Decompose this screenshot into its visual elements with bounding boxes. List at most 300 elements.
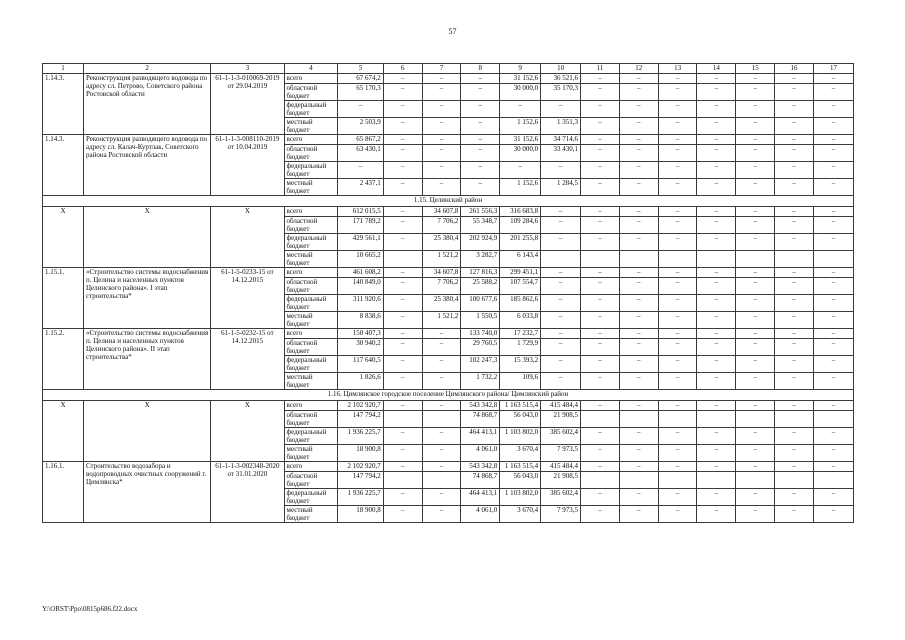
- amount-cell: –: [736, 118, 775, 135]
- object-name: Строительство водозабора и водопроводных очистных сооружений г. Цимлянска*: [83, 462, 210, 523]
- amount-cell: 56 043,0: [500, 472, 541, 489]
- amount-cell: 3 670,4: [500, 506, 541, 523]
- amount-cell: 185 862,6: [500, 295, 541, 312]
- column-number: 7: [422, 64, 461, 74]
- amount-cell: –: [581, 295, 620, 312]
- amount-cell: –: [697, 329, 736, 339]
- funding-source: всего: [284, 329, 338, 339]
- amount-cell: –: [697, 506, 736, 523]
- amount-cell: [775, 411, 814, 428]
- amount-cell: 31 152,6: [500, 135, 541, 145]
- amount-cell: –: [581, 162, 620, 179]
- amount-cell: –: [697, 162, 736, 179]
- table-row: [43, 135, 854, 145]
- column-number: 10: [541, 64, 581, 74]
- amount-cell: –: [658, 428, 697, 445]
- amount-cell: 10 665,2: [338, 251, 383, 268]
- amount-cell: 127 816,3: [461, 268, 500, 278]
- amount-cell: 63 430,1: [338, 145, 383, 162]
- amount-cell: –: [658, 207, 697, 217]
- amount-cell: –: [813, 506, 853, 523]
- amount-cell: –: [775, 312, 814, 329]
- amount-cell: 1 163 515,4: [500, 401, 541, 411]
- amount-cell: –: [813, 312, 853, 329]
- amount-cell: –: [736, 74, 775, 84]
- amount-cell: [658, 472, 697, 489]
- funding-source: местный бюджет: [284, 251, 338, 268]
- funding-source: всего: [284, 135, 338, 145]
- amount-cell: 464 413,1: [461, 489, 500, 506]
- amount-cell: 415 484,4: [541, 462, 581, 472]
- amount-cell: –: [775, 217, 814, 234]
- amount-cell: –: [775, 145, 814, 162]
- funding-table: [42, 63, 854, 523]
- amount-cell: 147 794,2: [338, 472, 383, 489]
- amount-cell: –: [461, 74, 500, 84]
- amount-cell: –: [581, 462, 620, 472]
- amount-cell: –: [541, 339, 581, 356]
- amount-cell: –: [619, 428, 658, 445]
- amount-cell: –: [422, 356, 461, 373]
- amount-cell: 461 608,2: [338, 268, 383, 278]
- amount-cell: [581, 472, 620, 489]
- section-title: 1.16. Цимлянское городское поселение Цимлянского района/ Цимлянский район: [43, 390, 854, 401]
- funding-source: местный бюджет: [284, 506, 338, 523]
- amount-cell: –: [658, 462, 697, 472]
- amount-cell: –: [697, 489, 736, 506]
- amount-cell: –: [813, 74, 853, 84]
- amount-cell: –: [813, 101, 853, 118]
- amount-cell: –: [581, 339, 620, 356]
- amount-cell: [736, 411, 775, 428]
- amount-cell: 102 247,3: [461, 356, 500, 373]
- funding-source: местный бюджет: [284, 312, 338, 329]
- amount-cell: –: [658, 234, 697, 251]
- funding-source: местный бюджет: [284, 118, 338, 135]
- amount-cell: 8 838,6: [338, 312, 383, 329]
- expertise-document: 61-1-5-0232-15 от 14.12.2015: [211, 329, 284, 390]
- amount-cell: –: [697, 373, 736, 390]
- funding-source: местный бюджет: [284, 373, 338, 390]
- amount-cell: –: [658, 217, 697, 234]
- amount-cell: –: [422, 489, 461, 506]
- amount-cell: –: [619, 101, 658, 118]
- amount-cell: –: [736, 162, 775, 179]
- amount-cell: –: [697, 217, 736, 234]
- expertise-document: 61-1-1-3-010069-2019 от 29.04.2019: [211, 74, 284, 135]
- amount-cell: [422, 472, 461, 489]
- amount-cell: –: [581, 329, 620, 339]
- amount-cell: –: [422, 179, 461, 196]
- funding-source: федеральный бюджет: [284, 162, 338, 179]
- amount-cell: –: [541, 162, 581, 179]
- amount-cell: –: [422, 329, 461, 339]
- amount-cell: –: [736, 329, 775, 339]
- amount-cell: 74 868,7: [461, 472, 500, 489]
- amount-cell: [619, 411, 658, 428]
- amount-cell: –: [619, 373, 658, 390]
- column-number: 15: [736, 64, 775, 74]
- page-number: 57: [448, 27, 457, 36]
- object-name: «Строительство системы водоснабжения п. Целина и населенных пунктов Целинского района». II этап строительства*: [83, 329, 210, 390]
- amount-cell: 65 867,2: [338, 135, 383, 145]
- amount-cell: 36 521,6: [541, 74, 581, 84]
- amount-cell: –: [541, 356, 581, 373]
- amount-cell: 385 602,4: [541, 428, 581, 445]
- amount-cell: [541, 251, 581, 268]
- amount-cell: –: [736, 135, 775, 145]
- amount-cell: –: [581, 179, 620, 196]
- amount-cell: –: [697, 101, 736, 118]
- amount-cell: 543 342,8: [461, 462, 500, 472]
- amount-cell: –: [813, 118, 853, 135]
- amount-cell: –: [775, 135, 814, 145]
- amount-cell: 34 607,8: [422, 207, 461, 217]
- amount-cell: –: [619, 489, 658, 506]
- amount-cell: 2 102 920,7: [338, 462, 383, 472]
- amount-cell: 6 143,4: [500, 251, 541, 268]
- amount-cell: –: [581, 84, 620, 101]
- amount-cell: 261 556,3: [461, 207, 500, 217]
- amount-cell: –: [422, 135, 461, 145]
- amount-cell: –: [581, 489, 620, 506]
- amount-cell: 299 451,1: [500, 268, 541, 278]
- amount-cell: 67 674,2: [338, 74, 383, 84]
- amount-cell: –: [658, 118, 697, 135]
- amount-cell: –: [541, 373, 581, 390]
- amount-cell: –: [736, 312, 775, 329]
- amount-cell: 3 282,7: [461, 251, 500, 268]
- amount-cell: –: [581, 428, 620, 445]
- amount-cell: [658, 411, 697, 428]
- amount-cell: –: [383, 339, 422, 356]
- amount-cell: –: [697, 179, 736, 196]
- amount-cell: –: [813, 234, 853, 251]
- amount-cell: 1 152,6: [500, 118, 541, 135]
- amount-cell: –: [775, 295, 814, 312]
- amount-cell: –: [736, 179, 775, 196]
- amount-cell: –: [581, 74, 620, 84]
- amount-cell: –: [658, 162, 697, 179]
- amount-cell: –: [581, 278, 620, 295]
- object-number: 1.14.3.: [43, 74, 84, 135]
- amount-cell: –: [775, 339, 814, 356]
- amount-cell: 117 640,5: [338, 356, 383, 373]
- amount-cell: –: [813, 145, 853, 162]
- amount-cell: –: [736, 101, 775, 118]
- amount-cell: –: [658, 74, 697, 84]
- amount-cell: –: [775, 162, 814, 179]
- amount-cell: –: [658, 295, 697, 312]
- amount-cell: 7 973,5: [541, 506, 581, 523]
- amount-cell: –: [697, 312, 736, 329]
- amount-cell: –: [619, 462, 658, 472]
- amount-cell: 34 607,8: [422, 268, 461, 278]
- amount-cell: 109,6: [500, 373, 541, 390]
- amount-cell: –: [658, 135, 697, 145]
- object-number: 1.15.1.: [43, 268, 84, 329]
- amount-cell: [422, 411, 461, 428]
- amount-cell: 7 973,5: [541, 445, 581, 462]
- amount-cell: –: [619, 74, 658, 84]
- amount-cell: –: [619, 135, 658, 145]
- amount-cell: –: [619, 145, 658, 162]
- amount-cell: –: [581, 135, 620, 145]
- amount-cell: 1 521,2: [422, 312, 461, 329]
- funding-source: областной бюджет: [284, 217, 338, 234]
- amount-cell: [813, 411, 853, 428]
- amount-cell: –: [775, 278, 814, 295]
- object-number: 1.14.3.: [43, 135, 84, 196]
- funding-source: всего: [284, 74, 338, 84]
- amount-cell: –: [658, 84, 697, 101]
- amount-cell: –: [736, 234, 775, 251]
- amount-cell: [813, 251, 853, 268]
- amount-cell: 18 900,8: [338, 445, 383, 462]
- amount-cell: –: [736, 356, 775, 373]
- amount-cell: –: [813, 179, 853, 196]
- amount-cell: –: [619, 312, 658, 329]
- amount-cell: –: [697, 135, 736, 145]
- amount-cell: –: [422, 339, 461, 356]
- amount-cell: 7 706,2: [422, 278, 461, 295]
- table-row: [43, 329, 854, 339]
- amount-cell: –: [658, 489, 697, 506]
- table-row: [43, 74, 854, 84]
- amount-cell: [813, 472, 853, 489]
- amount-cell: 202 924,9: [461, 234, 500, 251]
- amount-cell: –: [461, 101, 500, 118]
- amount-cell: –: [619, 339, 658, 356]
- funding-source: федеральный бюджет: [284, 356, 338, 373]
- amount-cell: –: [383, 145, 422, 162]
- funding-source: всего: [284, 207, 338, 217]
- amount-cell: –: [697, 118, 736, 135]
- amount-cell: –: [541, 295, 581, 312]
- amount-cell: 133 740,0: [461, 329, 500, 339]
- column-number-row: [43, 64, 854, 74]
- amount-cell: –: [619, 179, 658, 196]
- amount-cell: 2 503,9: [338, 118, 383, 135]
- amount-cell: 25 380,4: [422, 234, 461, 251]
- amount-cell: –: [736, 401, 775, 411]
- amount-cell: –: [619, 207, 658, 217]
- amount-cell: –: [813, 339, 853, 356]
- amount-cell: –: [697, 145, 736, 162]
- amount-cell: 1 103 802,0: [500, 489, 541, 506]
- column-number: 9: [500, 64, 541, 74]
- amount-cell: 1 152,6: [500, 179, 541, 196]
- amount-cell: 1 351,3: [541, 118, 581, 135]
- amount-cell: 56 043,0: [500, 411, 541, 428]
- amount-cell: –: [658, 445, 697, 462]
- expertise-document: 61-1-5-0233-15 от 14.12.2015: [211, 268, 284, 329]
- amount-cell: –: [813, 217, 853, 234]
- amount-cell: 201 255,8: [500, 234, 541, 251]
- amount-cell: 4 061,0: [461, 445, 500, 462]
- amount-cell: 65 170,3: [338, 84, 383, 101]
- amount-cell: 316 683,8: [500, 207, 541, 217]
- amount-cell: –: [383, 356, 422, 373]
- amount-cell: 74 868,7: [461, 411, 500, 428]
- amount-cell: –: [541, 101, 581, 118]
- amount-cell: 429 561,1: [338, 234, 383, 251]
- amount-cell: –: [813, 278, 853, 295]
- column-number: 11: [581, 64, 620, 74]
- amount-cell: –: [383, 428, 422, 445]
- amount-cell: –: [461, 179, 500, 196]
- amount-cell: 1 729,9: [500, 339, 541, 356]
- amount-cell: –: [736, 217, 775, 234]
- object-number: Х: [43, 207, 84, 268]
- amount-cell: 30 000,0: [500, 145, 541, 162]
- amount-cell: [736, 472, 775, 489]
- amount-cell: 464 413,1: [461, 428, 500, 445]
- column-number: 5: [338, 64, 383, 74]
- amount-cell: [383, 411, 422, 428]
- amount-cell: –: [541, 278, 581, 295]
- amount-cell: –: [658, 506, 697, 523]
- table-row: [43, 268, 854, 278]
- amount-cell: [619, 472, 658, 489]
- amount-cell: –: [697, 339, 736, 356]
- amount-cell: –: [422, 506, 461, 523]
- amount-cell: –: [422, 462, 461, 472]
- column-number: 6: [383, 64, 422, 74]
- amount-cell: –: [461, 118, 500, 135]
- amount-cell: –: [736, 84, 775, 101]
- amount-cell: –: [775, 74, 814, 84]
- amount-cell: 18 900,8: [338, 506, 383, 523]
- amount-cell: –: [383, 74, 422, 84]
- amount-cell: 25 380,4: [422, 295, 461, 312]
- amount-cell: –: [422, 84, 461, 101]
- amount-cell: –: [658, 401, 697, 411]
- amount-cell: –: [813, 207, 853, 217]
- amount-cell: 100 677,6: [461, 295, 500, 312]
- amount-cell: [775, 472, 814, 489]
- amount-cell: [619, 251, 658, 268]
- amount-cell: –: [422, 145, 461, 162]
- amount-cell: –: [541, 234, 581, 251]
- amount-cell: 2 437,1: [338, 179, 383, 196]
- amount-cell: 1 284,5: [541, 179, 581, 196]
- amount-cell: 150 407,3: [338, 329, 383, 339]
- expertise-document: Х: [211, 207, 284, 268]
- amount-cell: –: [813, 356, 853, 373]
- amount-cell: –: [422, 74, 461, 84]
- column-number: 2: [83, 64, 210, 74]
- amount-cell: –: [697, 84, 736, 101]
- funding-source: областной бюджет: [284, 278, 338, 295]
- amount-cell: –: [619, 162, 658, 179]
- amount-cell: 1 936 225,7: [338, 489, 383, 506]
- amount-cell: 171 789,2: [338, 217, 383, 234]
- amount-cell: 21 908,5: [541, 411, 581, 428]
- amount-cell: –: [775, 373, 814, 390]
- amount-cell: –: [736, 145, 775, 162]
- object-number: Х: [43, 401, 84, 462]
- amount-cell: –: [461, 135, 500, 145]
- amount-cell: –: [422, 162, 461, 179]
- amount-cell: –: [697, 401, 736, 411]
- amount-cell: –: [461, 162, 500, 179]
- amount-cell: 385 602,4: [541, 489, 581, 506]
- amount-cell: –: [736, 207, 775, 217]
- section-header-row: [43, 390, 854, 401]
- amount-cell: –: [658, 145, 697, 162]
- amount-cell: –: [422, 401, 461, 411]
- object-name: Х: [83, 207, 210, 268]
- object-name: Х: [83, 401, 210, 462]
- amount-cell: –: [422, 118, 461, 135]
- amount-cell: –: [736, 268, 775, 278]
- funding-source: областной бюджет: [284, 472, 338, 489]
- amount-cell: [383, 472, 422, 489]
- amount-cell: 1 826,6: [338, 373, 383, 390]
- column-number: 4: [284, 64, 338, 74]
- amount-cell: 30 000,0: [500, 84, 541, 101]
- amount-cell: –: [775, 118, 814, 135]
- amount-cell: –: [775, 207, 814, 217]
- amount-cell: –: [461, 84, 500, 101]
- funding-source: областной бюджет: [284, 339, 338, 356]
- amount-cell: –: [422, 428, 461, 445]
- amount-cell: 25 588,2: [461, 278, 500, 295]
- amount-cell: –: [736, 373, 775, 390]
- amount-cell: [697, 472, 736, 489]
- funding-source: областной бюджет: [284, 145, 338, 162]
- amount-cell: –: [736, 506, 775, 523]
- amount-cell: 107 554,7: [500, 278, 541, 295]
- amount-cell: –: [658, 179, 697, 196]
- amount-cell: –: [775, 489, 814, 506]
- expertise-document: 61-1-1-3-008110-2019 от 10.04.2019: [211, 135, 284, 196]
- amount-cell: –: [619, 84, 658, 101]
- amount-cell: –: [697, 207, 736, 217]
- amount-cell: [697, 251, 736, 268]
- column-number: 1: [43, 64, 84, 74]
- amount-cell: –: [581, 118, 620, 135]
- column-number: 17: [813, 64, 853, 74]
- amount-cell: –: [775, 356, 814, 373]
- amount-cell: –: [383, 234, 422, 251]
- amount-cell: –: [619, 295, 658, 312]
- amount-cell: –: [619, 278, 658, 295]
- amount-cell: –: [383, 101, 422, 118]
- amount-cell: –: [619, 445, 658, 462]
- amount-cell: 543 342,8: [461, 401, 500, 411]
- amount-cell: –: [383, 462, 422, 472]
- amount-cell: –: [422, 445, 461, 462]
- column-number: 16: [775, 64, 814, 74]
- funding-source: федеральный бюджет: [284, 101, 338, 118]
- amount-cell: –: [581, 268, 620, 278]
- amount-cell: –: [581, 373, 620, 390]
- amount-cell: 109 284,6: [500, 217, 541, 234]
- amount-cell: –: [383, 401, 422, 411]
- amount-cell: 35 170,3: [541, 84, 581, 101]
- amount-cell: –: [813, 135, 853, 145]
- amount-cell: –: [736, 445, 775, 462]
- amount-cell: –: [422, 101, 461, 118]
- amount-cell: 612 015,5: [338, 207, 383, 217]
- amount-cell: –: [619, 329, 658, 339]
- column-number: 8: [461, 64, 500, 74]
- amount-cell: –: [619, 268, 658, 278]
- amount-cell: –: [658, 329, 697, 339]
- amount-cell: –: [383, 217, 422, 234]
